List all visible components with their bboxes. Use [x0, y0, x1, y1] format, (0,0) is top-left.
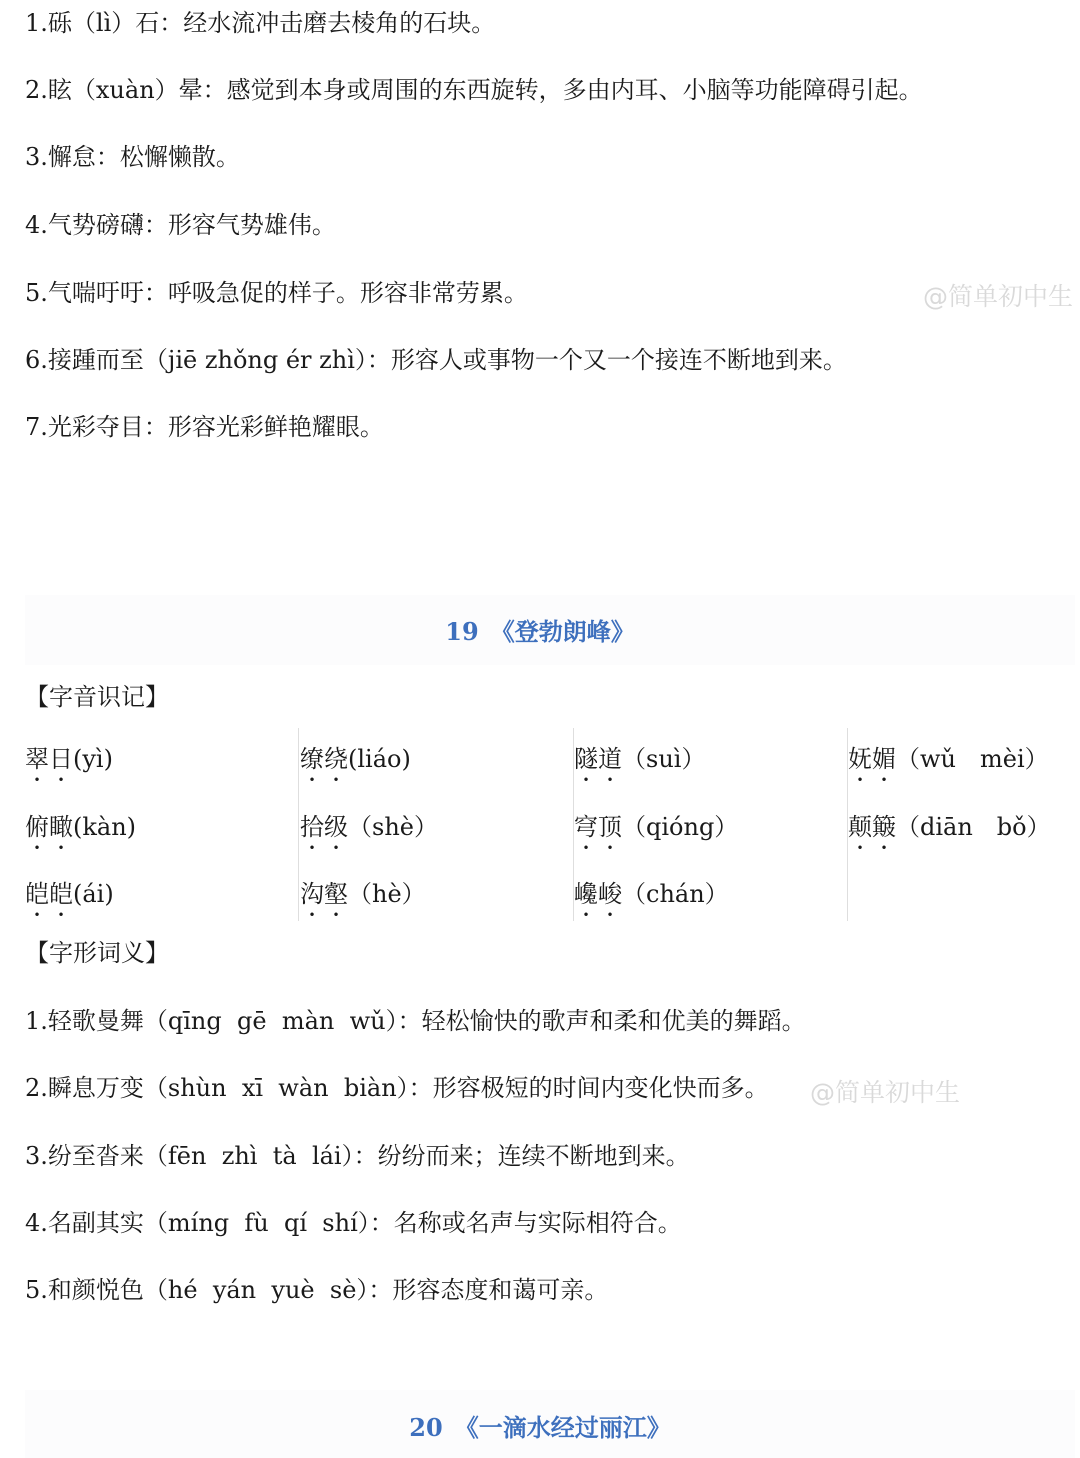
- definition-item: 1.砾（lì）石：经水流冲击磨去棱角的石块。: [25, 9, 496, 37]
- definition-item: 3.懈怠：松懈懒散。: [25, 143, 240, 171]
- meaning-item: 4.名副其实（míng fù qí shí）：名称或名声与实际相符合。: [25, 1209, 682, 1237]
- lesson-19-title: 19 《登勃朗峰》: [445, 617, 635, 646]
- vocab-cell: 隧道（suì）: [574, 745, 706, 773]
- grid-column: [848, 728, 1075, 921]
- pronunciation-label: 【字音识记】: [25, 683, 169, 711]
- meaning-item: 2.瞬息万变（shùn xī wàn biàn）：形容极短的时间内变化快而多。: [25, 1074, 769, 1102]
- meaning-item: 3.纷至沓来（fēn zhì tà lái）：纷纷而来；连续不断地到来。: [25, 1142, 690, 1170]
- meaning-item: 1.轻歌曼舞（qīng gē màn wǔ）：轻松愉快的歌声和柔和优美的舞蹈。: [25, 1007, 806, 1035]
- grid-column: [300, 728, 574, 921]
- lesson-20-title: 20 《一滴水经过丽江》: [409, 1413, 671, 1442]
- vocab-cell: 颠簸（diān bǒ）: [848, 813, 1051, 841]
- vocab-cell: 翠日(yì): [25, 745, 113, 773]
- vocab-cell: 巉峻（chán）: [574, 880, 729, 908]
- vocab-cell: 穹顶（qióng）: [574, 813, 739, 841]
- vocab-cell: 拾级（shè）: [300, 813, 438, 841]
- vocab-cell: 妩媚（wǔ mèi）: [848, 745, 1049, 773]
- watermark: @简单初中生: [923, 282, 1074, 311]
- watermark: @简单初中生: [810, 1078, 961, 1107]
- grid-column: [25, 728, 299, 921]
- vocab-cell: 沟壑（hè）: [300, 880, 426, 908]
- vocab-cell: 皑皑(ái): [25, 880, 114, 908]
- grid-column: [574, 728, 848, 921]
- meaning-item: 5.和颜悦色（hé yán yuè sè）：形容态度和蔼可亲。: [25, 1276, 609, 1304]
- definition-item: 6.接踵而至（jiē zhǒng ér zhì）：形容人或事物一个又一个接连不断地到来。: [25, 346, 847, 374]
- vocab-cell: 俯瞰(kàn): [25, 813, 137, 841]
- definition-item: 5.气喘吁吁：呼吸急促的样子。形容非常劳累。: [25, 279, 528, 307]
- definition-item: 4.气势磅礴：形容气势雄伟。: [25, 211, 336, 239]
- meaning-label: 【字形词义】: [25, 939, 169, 967]
- definition-item: 7.光彩夺目：形容光彩鲜艳耀眼。: [25, 413, 384, 441]
- definition-item: 2.眩（xuàn）晕：感觉到本身或周围的东西旋转，多由内耳、小脑等功能障碍引起。: [25, 76, 923, 104]
- pronunciation-grid: [25, 728, 1075, 921]
- vocab-cell: 缭绕(liáo): [300, 745, 411, 773]
